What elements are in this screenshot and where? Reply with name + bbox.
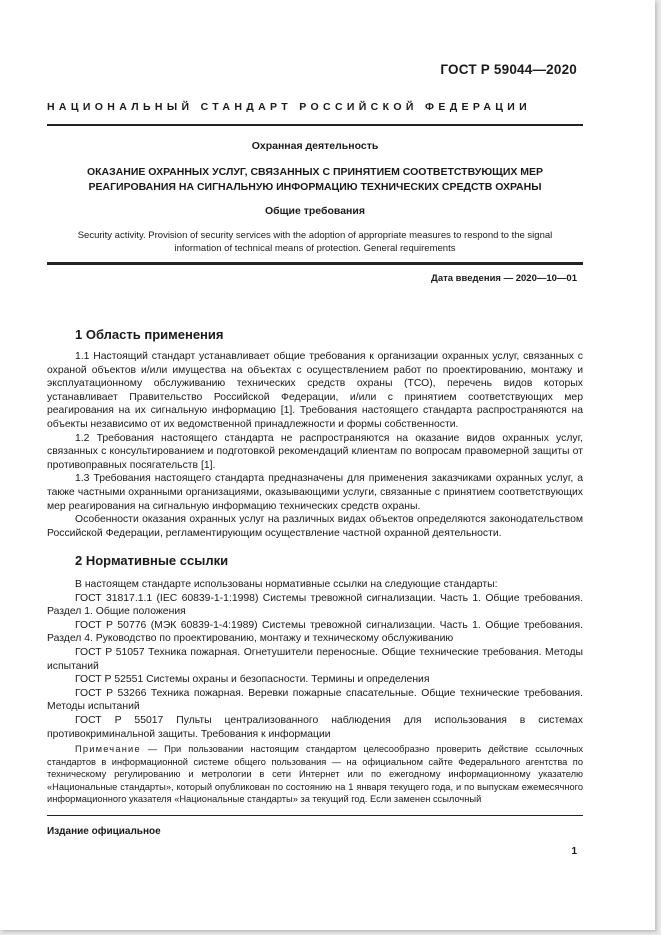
paragraph: 1.3 Требования настоящего стандарта предназначены для применения заказчиками охранных услуг, а также частными охранными организациями, оказывающими услуги, связанные с принятием соответствующих мер реагирования на сигнальную информацию технических средств охраны. (47, 473, 583, 512)
reference-item: ГОСТ Р 53266 Техника пожарная. Веревки пожарные спасательные. Общие технические требования. Методы испытаний (47, 687, 583, 713)
english-title-line: Security activity. Provision of security services with the adoption of appropriate measures to respond to the signal (77, 230, 553, 241)
paragraph: Особенности оказания охранных услуг на различных видах объектов определяются законодательством Российской Федерации, регламентирующим осуществление частной охранной деятельности. (47, 514, 583, 539)
top-divider (47, 124, 583, 126)
official-edition-label: Издание официальное (47, 826, 161, 837)
paragraph: В настоящем стандарте использованы нормативные ссылки на следующие стандарты: (75, 579, 498, 590)
standard-title-line: РЕАГИРОВАНИЯ НА СИГНАЛЬНУЮ ИНФОРМАЦИЮ ТЕХНИЧЕСКИХ СРЕДСТВ ОХРАНЫ (88, 180, 542, 193)
page-number: 1 (571, 846, 577, 857)
standard-code: ГОСТ Р 59044—2020 (440, 62, 577, 77)
reference-item: ГОСТ Р 51057 Техника пожарная. Огнетушители переносные. Общие технические требования. Методы испытаний (47, 646, 583, 672)
reference-item: ГОСТ 31817.1.1 (IEC 60839-1-1:1998) Системы тревожной сигнализации. Часть 1. Общие требования. Раздел 1. Общие положения (47, 592, 583, 618)
standard-title-line: ОКАЗАНИЕ ОХРАННЫХ УСЛУГ, СВЯЗАННЫХ С ПРИНЯТИЕМ СООТВЕТСТВУЮЩИХ МЕР (86, 166, 544, 178)
note-block (47, 743, 583, 806)
title-divider (47, 262, 583, 265)
note-text: — При пользовании настоящим стандартом целесообразно проверить действие ссылочных стандартов в информационной системе общего пользования — на официальном сайте Федерального агентства по техническому регулированию и метрологии в сети Интернет или по ежегодному информационному указателю «Национальные стандарты», который опубликован по состоянию на 1 января текущего года, и по выпускам ежемесячного информационного указателя «Национальные стандарты» за текущий год. Если заменен ссылочный (47, 744, 583, 805)
national-standard-heading: НАЦИОНАЛЬНЫЙ СТАНДАРТ РОССИЙСКОЙ ФЕДЕРАЦИИ (47, 101, 532, 113)
reference-item: ГОСТ Р 50776 (МЭК 60839-1-4:1989) Системы тревожной сигнализации. Часть 1. Общие требования. Раздел 4. Руководство по проектированию, монтажу и техническому обслуживанию (47, 619, 583, 645)
introduction-date: Дата введения — 2020—10—01 (431, 273, 577, 284)
standard-topic: Охранная деятельность (251, 140, 379, 152)
note-label: Примечание (75, 744, 141, 754)
standard-subtitle: Общие требования (265, 205, 365, 217)
footer-divider (47, 815, 583, 816)
section-heading-references: 2 Нормативные ссылки (75, 553, 229, 568)
section-heading-scope: 1 Область применения (75, 327, 224, 342)
reference-item: ГОСТ Р 55017 Пульты централизованного наблюдения для использования в системах противокриминальной защиты. Требования к информации (47, 714, 583, 740)
english-title-line: information of technical means of protection. General requirements (174, 243, 456, 254)
paragraph: 1.2 Требования настоящего стандарта не распространяются на оказание видов охранных услуг, связанных с консультированием и подготовкой рекомендаций клиентам по вопросам правомерной защиты от противоправных посягательств [1]. (47, 432, 583, 471)
section-scope-body (47, 350, 583, 540)
standard-title (47, 165, 583, 194)
note-paragraph (47, 743, 583, 806)
reference-item: ГОСТ Р 52551 Системы охраны и безопасности. Термины и определения (75, 674, 430, 686)
section-references-body (47, 578, 583, 741)
paragraph: 1.1 Настоящий стандарт устанавливает общие требования к организации охранных услуг, связанных с охраной объектов и/или имущества на объектах с осуществлением работ по проектированию, монтажу и эксплуатационному обслуживанию технических средств охраны (ТСО), перечень видов которых устанавливает Правительство Российской Федерации, и/или с принятием соответствующих мер реагирования на их сигнальную информацию [1]. Требования настоящего стандарта распространяются на объекты независимо от их ведомственной принадлежности и формы собственности. (47, 351, 583, 430)
english-title (47, 229, 583, 255)
